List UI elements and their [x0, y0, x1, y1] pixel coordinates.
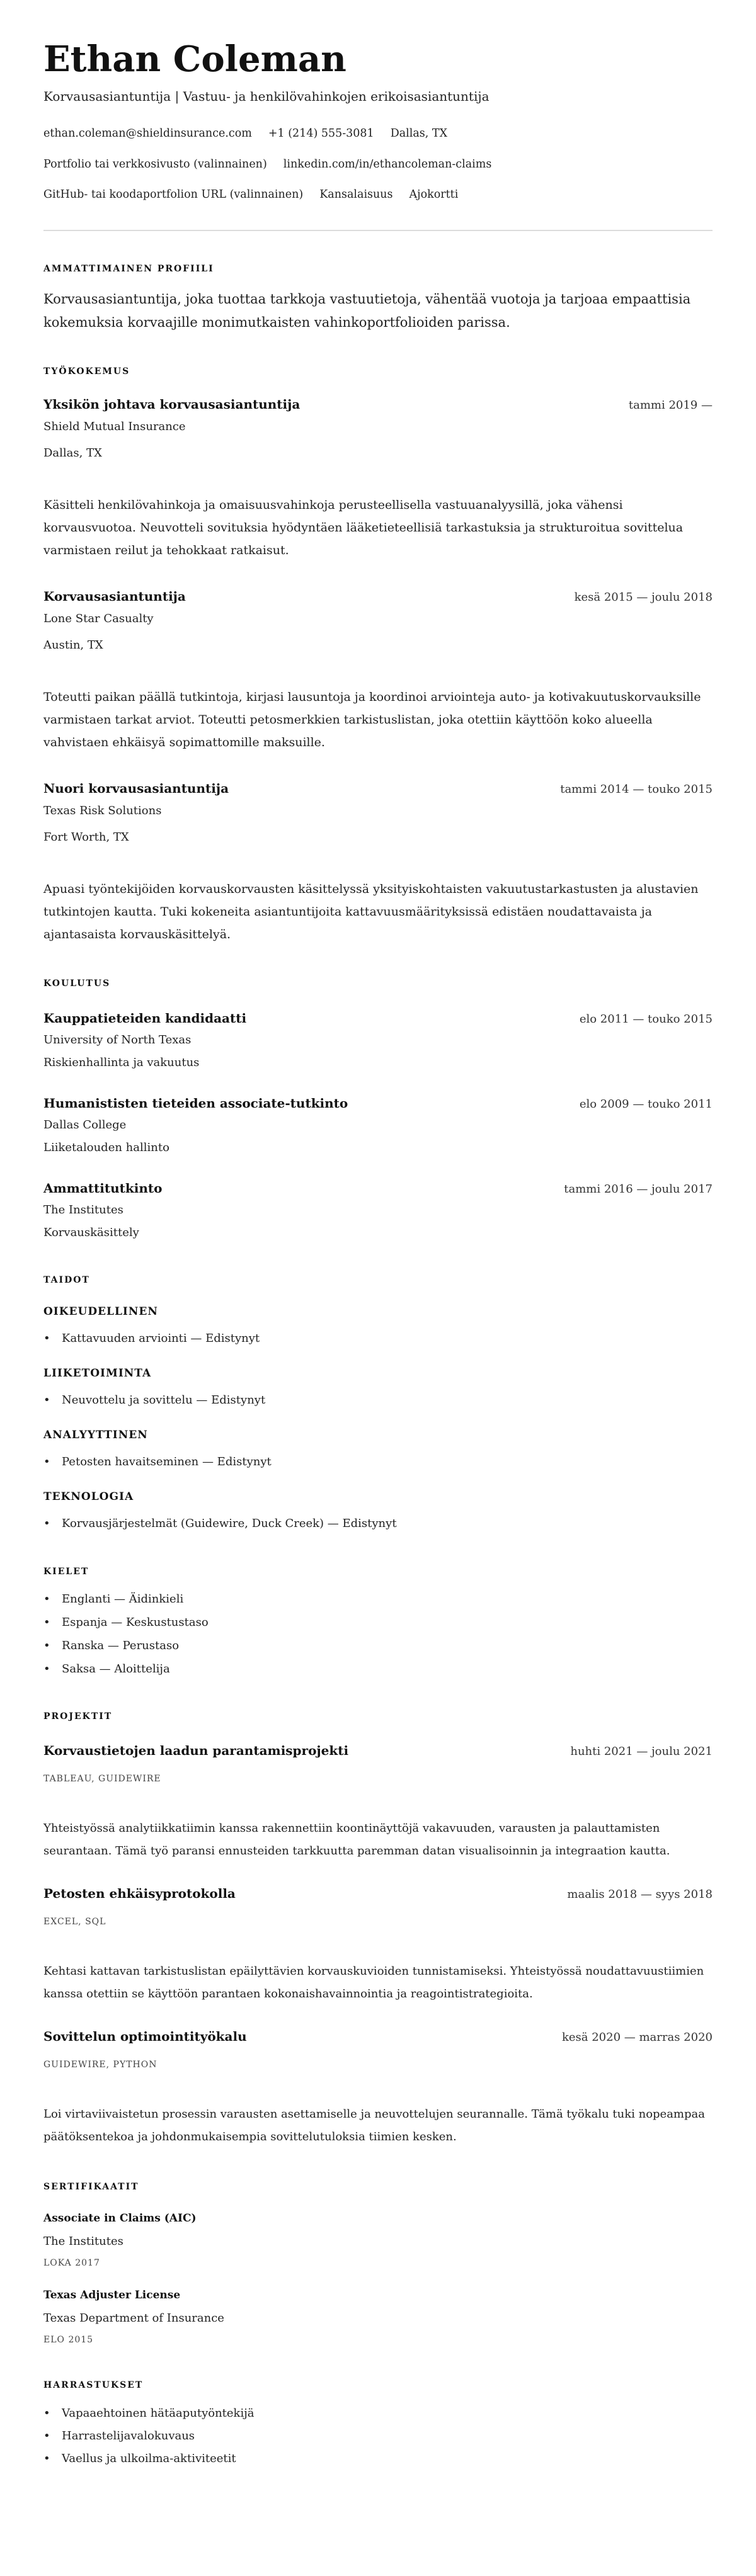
phone-number: +1 (214) 555-3081	[268, 127, 374, 140]
header-divider	[43, 230, 713, 231]
education-entry	[43, 1009, 713, 1072]
candidate-name: Ethan Coleman	[43, 38, 346, 80]
certification-entry	[43, 2287, 713, 2346]
languages-list	[43, 1587, 713, 1681]
project-entry	[43, 1885, 713, 2006]
job-title: Korvausasiantuntija	[43, 589, 186, 604]
field-of-study: Liiketalouden hallinto	[43, 1141, 169, 1154]
candidate-title: Korvausasiantuntija | Vastuu- ja henkilövahinkojen erikoisasiantuntija	[43, 89, 490, 104]
contact-line-1	[43, 124, 713, 143]
experience-heading: TYÖKOKEMUS	[43, 366, 130, 377]
job-header	[43, 395, 713, 414]
job-location: Fort Worth, TX	[43, 831, 129, 844]
job-description: Käsitteli henkilövahinkoja ja omaisuusvahinkoja perusteellisella vastuuanalyysillä, joka vähensi korvausvuotoa. Neuvotteli sovituksia hyödyntäen lääketieteellisiä tarkastuksia ja strukturoitua sovittelua varmistaen reilut ja tehokkaat ratkaisut.	[43, 498, 684, 557]
language-item: • Englanti — Äidinkieli	[43, 1587, 713, 1611]
skills-heading: TAIDOT	[43, 1275, 90, 1285]
skill-item: • Kattavuuden arviointi — Edistynyt	[43, 1330, 713, 1348]
skill-item: • Korvausjärjestelmät (Guidewire, Duck Creek) — Edistynyt	[43, 1515, 713, 1533]
degree-title: Ammattitutkinto	[43, 1181, 163, 1196]
skill-item: • Petosten havaitseminen — Edistynyt	[43, 1453, 713, 1471]
field-of-study: Korvauskäsittely	[43, 1226, 139, 1239]
certification-name: Associate in Claims (AIC)	[43, 2212, 197, 2225]
project-tech: GUIDEWIRE, PYTHON	[43, 2060, 158, 2070]
project-dates: kesä 2020 — marras 2020	[561, 2031, 713, 2044]
education-dates: tammi 2016 — joulu 2017	[564, 1183, 713, 1196]
job-entry	[43, 587, 713, 754]
github-link[interactable]: GitHub- tai koodaportfolion URL (valinnainen)	[43, 188, 304, 201]
project-title: Korvaustietojen laadun parantamisprojekti	[43, 1743, 349, 1758]
project-title: Petosten ehkäisyprotokolla	[43, 1886, 236, 1901]
skill-list	[43, 1453, 713, 1471]
degree-title: Humanististen tieteiden associate-tutkinto	[43, 1096, 348, 1111]
degree-title: Kauppatieteiden kandidaatti	[43, 1011, 247, 1026]
project-dates: maalis 2018 — syys 2018	[567, 1888, 713, 1901]
education-header	[43, 1009, 713, 1028]
job-entry	[43, 395, 713, 562]
education-entry	[43, 1094, 713, 1157]
school-name: The Institutes	[43, 1203, 123, 1217]
job-header	[43, 780, 713, 798]
job-description: Apuasi työntekijöiden korvauskorvausten käsittelyssä yksityiskohtaisten vakuutustarkastusten ja alustavien tutkintojen kautta. Tuki kokeneita asiantuntijoita kattavuusmäärityksissä edistäen noudattavaista ja ajantasaista korvauskäsittelyä.	[43, 882, 699, 941]
certification-issuer: The Institutes	[43, 2235, 123, 2248]
job-dates: kesä 2015 — joulu 2018	[574, 591, 713, 604]
project-entry	[43, 2028, 713, 2148]
certification-date: LOKA 2017	[43, 2258, 100, 2268]
project-tech: EXCEL, SQL	[43, 1917, 106, 1927]
contact-line-3	[43, 185, 713, 204]
skill-category: OIKEUDELLINEN	[43, 1305, 158, 1318]
language-item: • Ranska — Perustaso	[43, 1634, 713, 1657]
languages-heading: KIELET	[43, 1567, 89, 1577]
project-description: Kehtasi kattavan tarkistuslistan epäilyttävien korvauskuvioiden tunnistamiseksi. Yhteistyössä noudattavuustiimien kanssa otettiin se käyttöön parantaen kokonaishavainnointia ja reagointistrategioita.	[43, 1965, 704, 2000]
education-header	[43, 1094, 713, 1113]
project-title: Sovittelun optimointityökalu	[43, 2029, 247, 2044]
skill-list	[43, 1330, 713, 1348]
skill-item: • Neuvottelu ja sovittelu — Edistynyt	[43, 1392, 713, 1409]
location: Dallas, TX	[390, 127, 448, 140]
certification-issuer: Texas Department of Insurance	[43, 2312, 224, 2325]
email-link[interactable]: ethan.coleman@shieldinsurance.com	[43, 127, 252, 140]
profile-text: Korvausasiantuntija, joka tuottaa tarkkoja vastuutietoja, vähentää vuotoja ja tarjoaa empaattisia kokemuksia korvaajille monimutkaisten vahinkoportfolioiden parissa.	[43, 292, 691, 330]
hobby-item: • Harrastelijavalokuvaus	[43, 2425, 713, 2448]
education-heading: KOULUTUS	[43, 979, 111, 989]
project-description: Loi virtaviivaistetun prosessin varausten asettamiselle ja neuvottelujen seurannalle. Tämä työkalu tuki nopeampaa päätöksentekoa ja johdonmukaisempia sovittelutuloksia tiimien kesken.	[43, 2108, 705, 2143]
certification-name: Texas Adjuster License	[43, 2289, 181, 2301]
resume-page	[0, 39, 756, 2470]
job-title: Nuori korvausasiantuntija	[43, 781, 229, 796]
skill-list	[43, 1515, 713, 1533]
skill-list	[43, 1392, 713, 1409]
job-company: Shield Mutual Insurance	[43, 420, 186, 433]
profile-heading: AMMATTIMAINEN PROFIILI	[43, 264, 214, 274]
job-description: Toteutti paikan päällä tutkintoja, kirjasi lausuntoja ja koordinoi arviointeja auto- ja kotivakuutuskorvauksille varmistaen tarkat arviot. Toteutti petosmerkkien tarkistuslistan, joka otettiin käyttöön koko alueella vahvistaen ehkäisyä sopimattomille maksuille.	[43, 690, 701, 749]
certification-date: ELO 2015	[43, 2335, 94, 2345]
linkedin-link[interactable]: linkedin.com/in/ethancoleman-claims	[283, 158, 492, 171]
drivers-license: Ajokortti	[409, 188, 459, 201]
hobbies-list	[43, 2402, 713, 2470]
hobby-item: • Vapaaehtoinen hätäaputyöntekijä	[43, 2402, 713, 2425]
education-dates: elo 2011 — touko 2015	[579, 1013, 713, 1026]
project-header	[43, 1885, 713, 1904]
education-list	[43, 1009, 713, 1242]
contact-line-2	[43, 155, 713, 174]
skill-category: ANALYYTTINEN	[43, 1429, 148, 1441]
job-company: Texas Risk Solutions	[43, 804, 162, 817]
certification-entry	[43, 2210, 713, 2269]
field-of-study: Riskienhallinta ja vakuutus	[43, 1056, 200, 1069]
hobby-item: • Vaellus ja ulkoilma-aktiviteetit	[43, 2448, 713, 2470]
project-entry	[43, 1742, 713, 1863]
job-dates: tammi 2014 — touko 2015	[560, 783, 713, 796]
skill-category: LIIKETOIMINTA	[43, 1367, 152, 1380]
job-title: Yksikön johtava korvausasiantuntija	[43, 397, 301, 412]
job-location: Dallas, TX	[43, 446, 102, 460]
certifications-list	[43, 2210, 713, 2346]
job-dates: tammi 2019 —	[628, 399, 713, 412]
portfolio-link[interactable]: Portfolio tai verkkosivusto (valinnainen)	[43, 158, 267, 171]
project-description: Yhteistyössä analytiikkatiimin kanssa rakennettiin koontinäyttöjä vakavuuden, varausten ja palauttamisten seurantaan. Tämä työ paransi ennusteiden tarkkuutta paremman datan visualisoinnin ja integraation kautta.	[43, 1822, 670, 1858]
skills-list	[43, 1303, 713, 1533]
job-company: Lone Star Casualty	[43, 612, 154, 625]
projects-heading: PROJEKTIT	[43, 1711, 113, 1722]
project-dates: huhti 2021 — joulu 2021	[570, 1745, 713, 1758]
skill-category: TEKNOLOGIA	[43, 1490, 134, 1503]
language-item: • Espanja — Keskustustaso	[43, 1611, 713, 1634]
project-tech: TABLEAU, GUIDEWIRE	[43, 1774, 161, 1784]
hobbies-heading: HARRASTUKSET	[43, 2380, 144, 2390]
education-header	[43, 1179, 713, 1198]
job-entry	[43, 780, 713, 946]
language-item: • Saksa — Aloittelija	[43, 1657, 713, 1681]
job-header	[43, 587, 713, 606]
school-name: Dallas College	[43, 1118, 127, 1132]
project-header	[43, 2028, 713, 2046]
project-header	[43, 1742, 713, 1761]
school-name: University of North Texas	[43, 1033, 192, 1047]
citizenship: Kansalaisuus	[319, 188, 393, 201]
projects-list	[43, 1742, 713, 2148]
experience-list	[43, 395, 713, 946]
education-dates: elo 2009 — touko 2011	[579, 1098, 713, 1111]
job-location: Austin, TX	[43, 638, 103, 652]
certifications-heading: SERTIFIKAATIT	[43, 2182, 139, 2192]
education-entry	[43, 1179, 713, 1242]
